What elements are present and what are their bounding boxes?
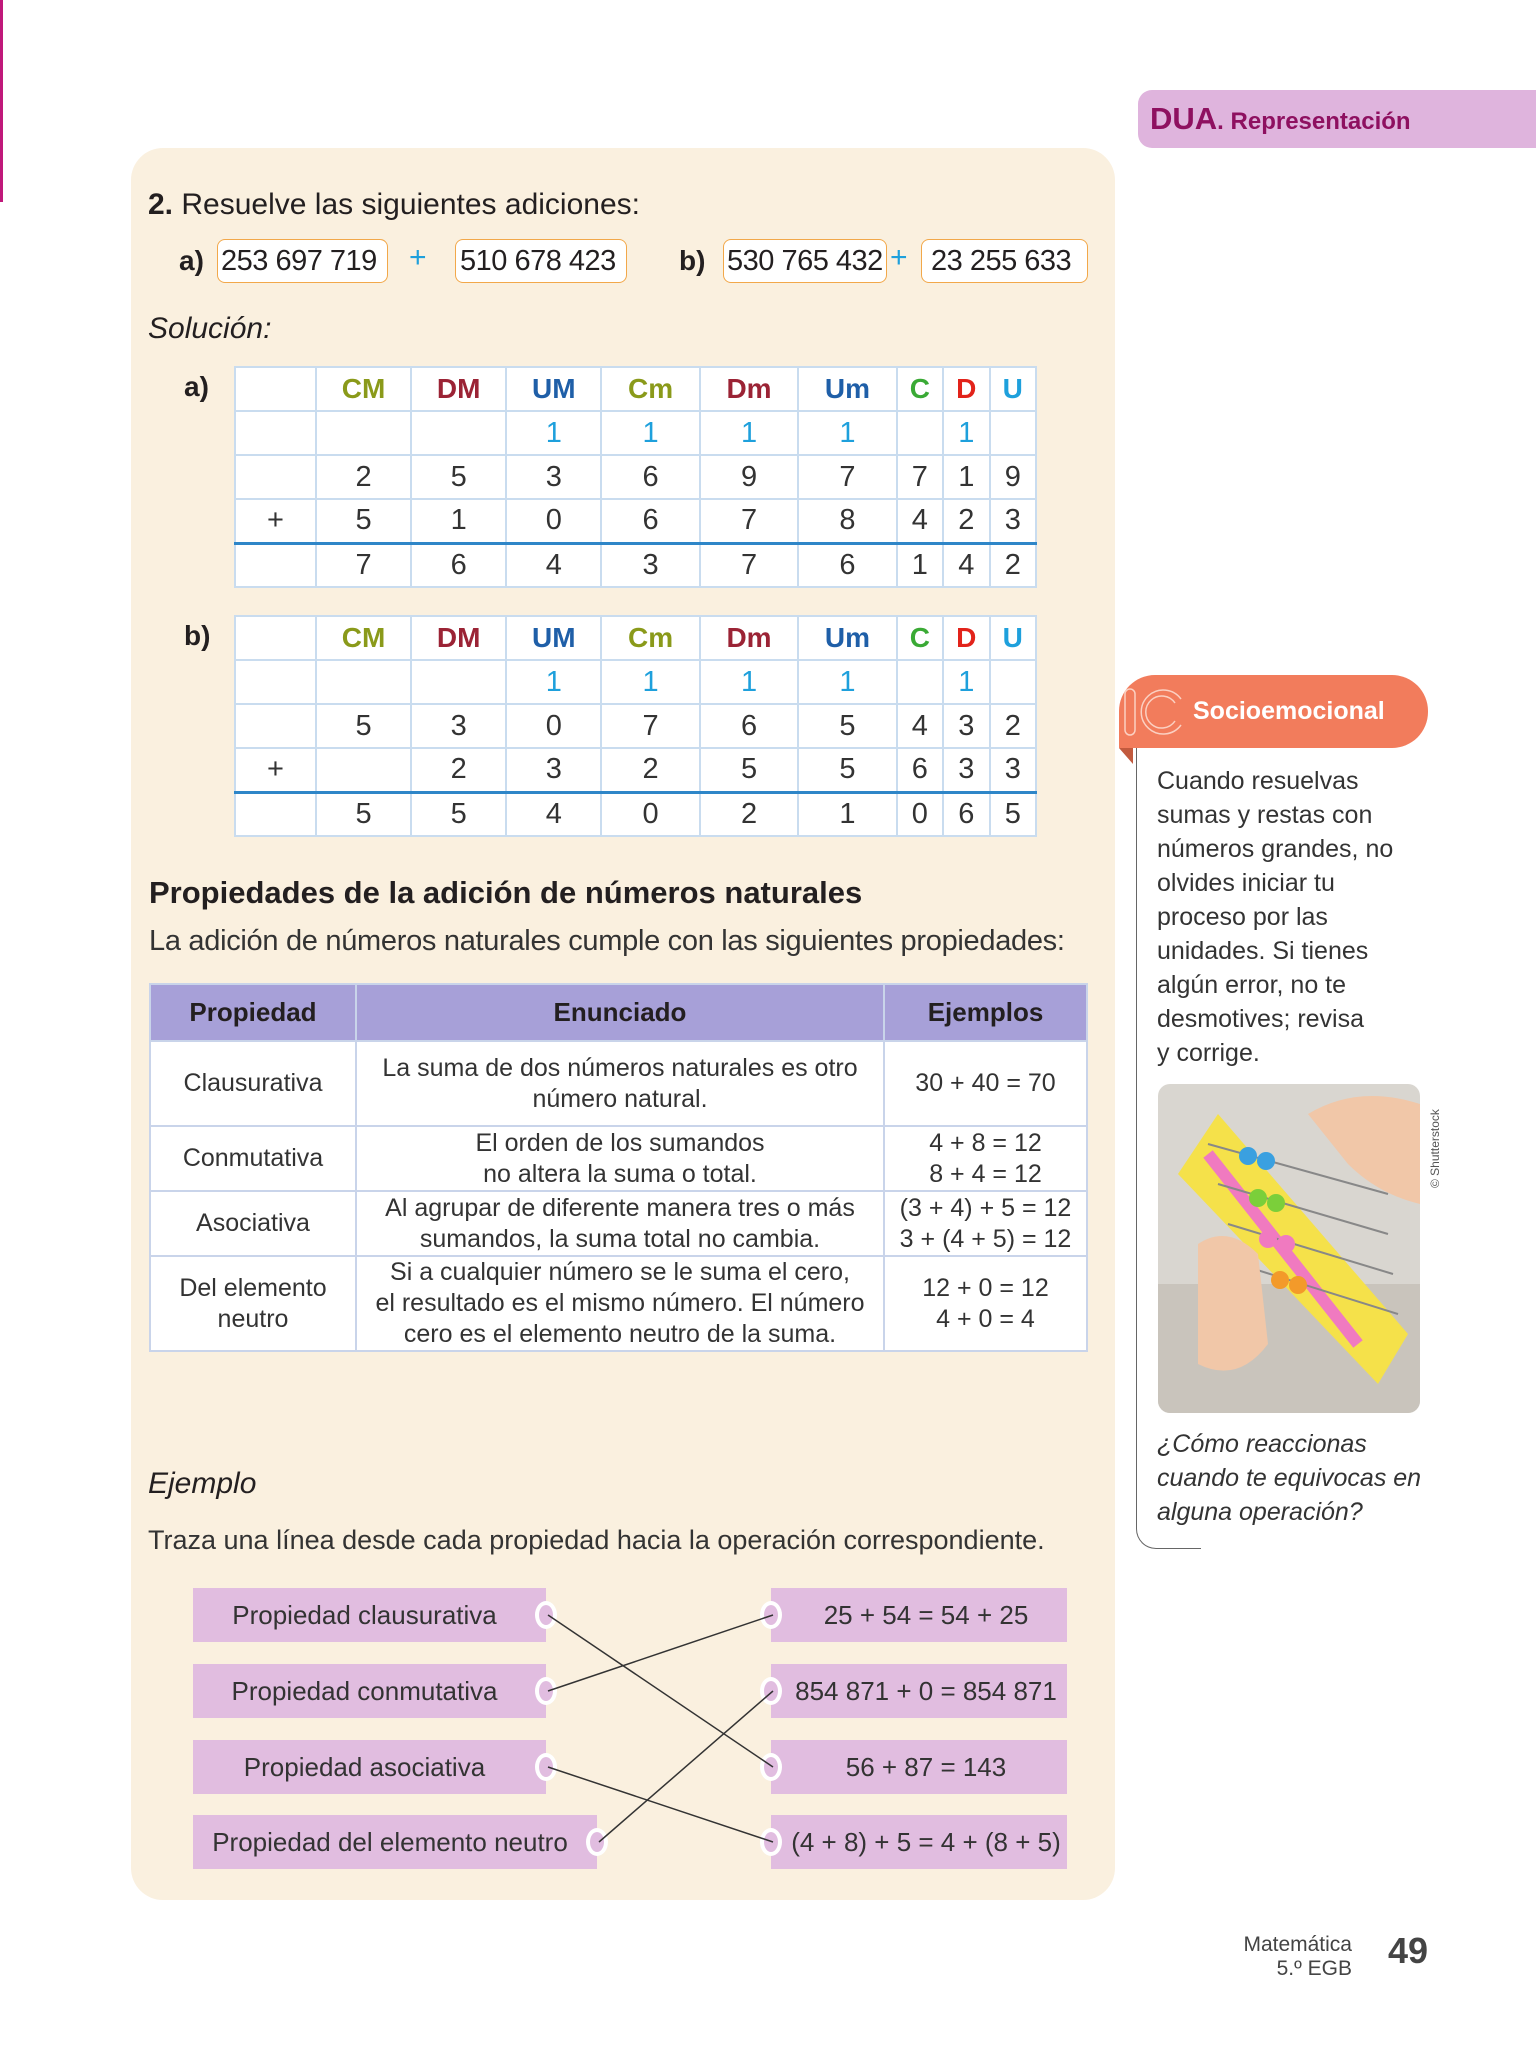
cell-line: Al agrupar de diferente manera tres o más (385, 1193, 855, 1222)
operation-option-box[interactable]: (4 + 8) + 5 = 4 + (8 + 5) (771, 1815, 1067, 1869)
cell-line: 30 + 40 = 70 (915, 1069, 1056, 1097)
cell-line: (3 + 4) + 5 = 12 (899, 1193, 1072, 1222)
match-line (548, 1615, 773, 1767)
question-line: alguna operación? (1157, 1498, 1363, 1526)
digit-cell: 6 (798, 543, 896, 587)
cell-line: El orden de los sumandos (475, 1128, 765, 1157)
place-header: Cm (601, 367, 699, 411)
digit-cell: 5 (316, 704, 411, 748)
digit-cell: 0 (506, 704, 601, 748)
digit-cell: 2 (943, 499, 989, 543)
place-header: Um (798, 367, 896, 411)
digit-cell: 6 (411, 543, 506, 587)
dua-label: . Representación (1217, 108, 1411, 135)
properties-title: Propiedades de la adición de números naturales (149, 875, 863, 910)
solution-label: Solución: (148, 312, 272, 345)
cell-line: La suma de dos números naturales es otro (382, 1053, 858, 1082)
digit-cell: 3 (601, 543, 699, 587)
digit-cell: 5 (798, 748, 896, 792)
addend-a2: 510 678 423 (455, 239, 627, 283)
digit-cell: 3 (411, 704, 506, 748)
digit-cell: 6 (700, 704, 798, 748)
digit-cell: 3 (990, 748, 1036, 792)
place-header: Cm (601, 616, 699, 660)
cell-line: 12 + 0 = 12 (922, 1273, 1049, 1302)
place-header: D (943, 616, 989, 660)
digit-cell: 1 (700, 411, 798, 455)
sidebar-line: Cuando resuelvas (1157, 767, 1359, 795)
match-line (599, 1691, 773, 1842)
place-header: UM (506, 616, 601, 660)
sidebar-line: unidades. Si tienes (1157, 937, 1369, 965)
digit-cell: 1 (943, 411, 989, 455)
digit-cell: 5 (316, 499, 411, 543)
digit-cell: 2 (316, 455, 411, 499)
match-line (548, 1615, 773, 1691)
digit-cell: 5 (411, 792, 506, 836)
digit-cell: 9 (700, 455, 798, 499)
addend-b2: 23 255 633 (921, 239, 1088, 283)
place-header: DM (411, 616, 506, 660)
cell-line: neutro (217, 1304, 289, 1333)
cell-line: cero es el elemento neutro de la suma. (403, 1320, 837, 1348)
place-header: Dm (700, 616, 798, 660)
property-option-box[interactable]: Propiedad conmutativa (193, 1664, 546, 1718)
part-b-label: b) (679, 245, 706, 276)
example-instruction: Traza una línea desde cada propiedad hacia la operación correspondiente. (148, 1525, 1045, 1555)
digit-cell: 5 (316, 792, 411, 836)
digit-cell: 4 (506, 543, 601, 587)
cell-line: el resultado es el mismo número. El número (375, 1289, 865, 1317)
digit-cell: 4 (897, 499, 943, 543)
cell-line: Asociativa (196, 1209, 310, 1237)
place-header: UM (506, 367, 601, 411)
digit-cell: 1 (798, 411, 896, 455)
cell-line: 3 + (4 + 5) = 12 (899, 1224, 1072, 1253)
sidebar-line: olvides iniciar tu (1157, 869, 1335, 897)
digit-cell: 3 (506, 748, 601, 792)
digit-cell: 6 (601, 499, 699, 543)
exercise-number: 2. (148, 188, 174, 221)
addend-b1: 530 765 432 (723, 239, 887, 283)
footer-subject: Matemática (1243, 1933, 1352, 1956)
match-line (548, 1767, 773, 1842)
sidebar-line: proceso por las (1157, 903, 1328, 931)
header-enunciado: Enunciado (356, 984, 884, 1041)
digit-cell: 1 (943, 660, 989, 704)
question-line: cuando te equivocas en (1157, 1464, 1422, 1492)
digit-cell: 2 (601, 748, 699, 792)
digit-cell: 5 (990, 792, 1036, 836)
digit-cell: 0 (506, 499, 601, 543)
solution-part-label: b) (184, 620, 211, 651)
digit-cell: 3 (943, 748, 989, 792)
exercise-text: Resuelve las siguientes adiciones: (181, 188, 640, 221)
ic-logo-icon (1123, 687, 1189, 737)
sidebar-text (1157, 764, 1393, 1070)
plus-sign: + (890, 241, 908, 274)
digit-cell: 2 (990, 704, 1036, 748)
header-ejemplos: Ejemplos (884, 984, 1087, 1041)
place-header: C (897, 367, 943, 411)
cell-line: sumandos, la suma total no cambia. (419, 1224, 821, 1253)
digit-cell: 3 (506, 455, 601, 499)
sidebar-line: algún error, no te (1157, 971, 1347, 999)
cell-line: número natural. (532, 1084, 708, 1113)
digit-cell: 4 (506, 792, 601, 836)
badge-fold (1119, 748, 1133, 764)
example-title: Ejemplo (148, 1467, 257, 1500)
place-header: Um (798, 616, 896, 660)
place-header: DM (411, 367, 506, 411)
dua-bold: DUA (1150, 101, 1218, 136)
property-option-box[interactable]: Propiedad del elemento neutro (193, 1815, 597, 1869)
digit-cell: 1 (897, 543, 943, 587)
digit-cell: 1 (943, 455, 989, 499)
sidebar-line: sumas y restas con (1157, 801, 1373, 829)
digit-cell: 1 (798, 660, 896, 704)
solution-part-label: a) (184, 371, 209, 402)
cell-line: 4 + 8 = 12 (929, 1128, 1042, 1157)
addend-a1: 253 697 719 (217, 239, 388, 283)
digit-cell: 7 (601, 704, 699, 748)
cell-line: Clausurativa (183, 1069, 323, 1097)
digit-cell: 8 (798, 499, 896, 543)
part-a-label: a) (179, 245, 204, 276)
digit-cell: 1 (601, 411, 699, 455)
cell-line: 4 + 0 = 4 (936, 1304, 1035, 1333)
cell-line: 8 + 4 = 12 (929, 1159, 1042, 1188)
cell-line: Conmutativa (182, 1144, 324, 1172)
operation-option-box[interactable]: 56 + 87 = 143 (771, 1740, 1067, 1794)
digit-cell: 1 (506, 411, 601, 455)
digit-cell: 9 (990, 455, 1036, 499)
question-line: ¿Cómo reaccionas (1157, 1430, 1367, 1458)
digit-cell: 1 (506, 660, 601, 704)
header-propiedad: Propiedad (150, 984, 356, 1041)
digit-cell: 1 (798, 792, 896, 836)
digit-cell: 3 (943, 704, 989, 748)
place-header: U (990, 616, 1036, 660)
operation-option-box[interactable]: 25 + 54 = 54 + 25 (771, 1588, 1067, 1642)
digit-cell: 7 (700, 499, 798, 543)
digit-cell: 2 (411, 748, 506, 792)
footer-grade: 5.º EGB (1276, 1957, 1352, 1980)
property-option-box[interactable]: Propiedad clausurativa (193, 1588, 546, 1642)
digit-cell: 4 (897, 704, 943, 748)
digit-cell: 6 (897, 748, 943, 792)
cell-line: no altera la suma o total. (483, 1159, 757, 1188)
digit-cell: 5 (411, 455, 506, 499)
cell-line: Si a cualquier número se le suma el cero, (390, 1258, 850, 1286)
plus-sign: + (235, 748, 316, 792)
operation-option-box[interactable]: 854 871 + 0 = 854 871 (771, 1664, 1067, 1718)
sidebar-line: desmotives; revisa (1157, 1005, 1365, 1033)
digit-cell: 6 (601, 455, 699, 499)
photo-credit: © Shutterstock (1428, 1109, 1442, 1188)
digit-cell: 1 (700, 660, 798, 704)
digit-cell: 4 (943, 543, 989, 587)
digit-cell: 1 (601, 660, 699, 704)
cell-line: Del elemento (179, 1273, 327, 1302)
digit-cell: 1 (411, 499, 506, 543)
digit-cell: 7 (897, 455, 943, 499)
sidebar-line: números grandes, no (1157, 835, 1394, 863)
digit-cell: 2 (990, 543, 1036, 587)
digit-cell: 7 (700, 543, 798, 587)
digit-cell: 5 (798, 704, 896, 748)
digit-cell: 5 (700, 748, 798, 792)
footer-info (1221, 1933, 1352, 1981)
place-header: CM (316, 616, 411, 660)
digit-cell: 0 (897, 792, 943, 836)
digit-cell: 2 (700, 792, 798, 836)
plus-sign: + (235, 499, 316, 543)
digit-cell: 0 (601, 792, 699, 836)
sidebar-question (1157, 1427, 1421, 1529)
plus-sign: + (409, 241, 427, 274)
abacus-photo (1158, 1084, 1420, 1413)
socioemocional-badge (1119, 675, 1428, 748)
property-option-box[interactable]: Propiedad asociativa (193, 1740, 546, 1794)
place-header: C (897, 616, 943, 660)
page-number: 49 (1388, 1930, 1429, 1971)
digit-cell: 7 (798, 455, 896, 499)
place-header: U (990, 367, 1036, 411)
sidebar-line: y corrige. (1157, 1039, 1260, 1067)
badge-label: Socioemocional (1193, 697, 1385, 725)
digit-cell: 6 (943, 792, 989, 836)
place-header: D (943, 367, 989, 411)
digit-cell: 3 (990, 499, 1036, 543)
properties-subtitle: La adición de números naturales cumple con las siguientes propiedades: (149, 925, 1065, 957)
place-header: Dm (700, 367, 798, 411)
digit-cell: 7 (316, 543, 411, 587)
place-header: CM (316, 367, 411, 411)
